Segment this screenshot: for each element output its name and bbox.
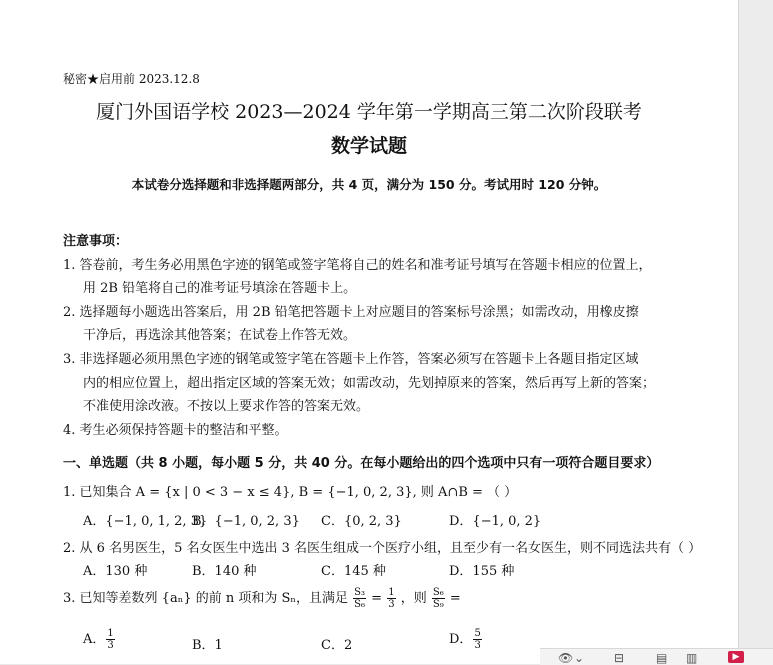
- viewer-background: [738, 0, 773, 664]
- fraction-den: 3: [107, 640, 114, 651]
- subject-title: 数学试题: [330, 135, 407, 157]
- q3-option-c: C．2: [321, 638, 353, 653]
- note-line: 3. 非选择题必须用黑色字迹的钢笔或签字笔在答题卡上作答，答案必须写在答题卡上各题目指定区域: [63, 352, 639, 367]
- note-line: 干净后，再选涂其他答案；在试卷上作答无效。: [83, 328, 357, 343]
- fraction-num: 5: [474, 628, 481, 639]
- q3-fraction-den: S₉: [432, 599, 444, 610]
- play-icon[interactable]: ▶: [728, 651, 744, 663]
- q3-option-a-label: A．: [83, 632, 106, 647]
- fraction-den: 3: [474, 640, 481, 651]
- q3-fraction-den: 3: [388, 599, 395, 610]
- q3-equals: =: [371, 591, 383, 606]
- q2-option-a: A．130 种: [83, 564, 148, 579]
- viewer-toolbar: [540, 648, 773, 665]
- q3-option-a-fraction: [106, 628, 114, 651]
- q3-option-a: [83, 628, 116, 651]
- section-heading: 一、单选题（共 8 小题，每小题 5 分，共 40 分。在每小题给出的四个选项中只有一项符合题目要求）: [63, 456, 660, 471]
- note-line: 1. 答卷前，考生务必用黑色字迹的钢笔或签字笔将自己的姓名和准考证号填写在答题卡相应的位置上，: [63, 258, 652, 273]
- chevron-down-icon[interactable]: ⌄: [574, 651, 585, 665]
- q3-fraction-num: S₆: [432, 587, 444, 598]
- q3-option-b: B．1: [192, 638, 223, 653]
- q3-stem-text: 3. 已知等差数列 {aₙ} 的前 n 项和为 Sₙ，且满足: [63, 591, 349, 606]
- note-line: 用 2B 铅笔将自己的准考证号填涂在答题卡上。: [83, 281, 357, 296]
- q3-option-d-fraction: [473, 628, 481, 651]
- question-3-stem: [63, 587, 461, 610]
- exam-intro: 本试卷分选择题和非选择题两部分，共 4 页，满分为 150 分。考试用时 120 分钟。: [131, 177, 607, 192]
- q1-option-b: B．{−1, 0, 2, 3}: [192, 514, 300, 529]
- q1-option-d: D．{−1, 0, 2}: [449, 514, 542, 529]
- q3-end-text: =: [449, 591, 461, 606]
- q3-option-d: [449, 628, 483, 651]
- notes-heading: 注意事项：: [63, 234, 129, 249]
- document-icon[interactable]: ▤: [656, 651, 668, 665]
- q1-option-a: A．{−1, 0, 1, 2, 3}: [83, 514, 208, 529]
- q3-mid-text: ，则: [400, 591, 427, 606]
- note-line: 2. 选择题每小题选出答案后，用 2B 铅笔把答题卡上对应题目的答案标号涂黑；如需改动，用橡皮擦: [63, 305, 639, 320]
- q3-fraction: [432, 587, 445, 610]
- q2-option-d: D．155 种: [449, 564, 515, 579]
- q3-fraction: [387, 587, 395, 610]
- note-line: 不准使用涂改液。不按以上要求作答的答案无效。: [83, 399, 370, 414]
- question-1-stem: 1. 已知集合 A = {x | 0 < 3 − x ≤ 4}, B = {−1, 0, 2, 3}, 则 A∩B = （ ）: [63, 485, 518, 500]
- q3-fraction: [353, 587, 366, 610]
- exam-title: 厦门外国语学校 2023—2024 学年第一学期高三第二次阶段联考: [96, 101, 642, 123]
- q3-fraction-num: S₃: [354, 587, 366, 598]
- note-line: 内的相应位置上，超出指定区域的答案无效；如需改动，先划掉原来的答案，然后再写上新的答案；: [83, 376, 656, 391]
- q3-option-d-label: D．: [449, 632, 473, 647]
- eye-icon[interactable]: 👁: [558, 651, 574, 665]
- columns-icon[interactable]: ▥: [686, 651, 698, 665]
- note-line: 4. 考生必须保持答题卡的整洁和平整。: [63, 423, 288, 438]
- question-2-stem: 2. 从 6 名男医生，5 名女医生中选出 3 名医生组成一个医疗小组，且至少有一名女医生，则不同选法共有（ ）: [63, 541, 702, 556]
- secret-label: 秘密★启用前 2023.12.8: [63, 72, 200, 86]
- q2-option-b: B．140 种: [192, 564, 257, 579]
- page-view-icon[interactable]: ⊟: [614, 651, 625, 665]
- q1-option-c: C．{0, 2, 3}: [321, 514, 402, 529]
- q2-option-c: C．145 种: [321, 564, 386, 579]
- q3-fraction-num: 1: [388, 587, 395, 598]
- q3-fraction-den: S₆: [354, 599, 366, 610]
- fraction-num: 1: [107, 628, 114, 639]
